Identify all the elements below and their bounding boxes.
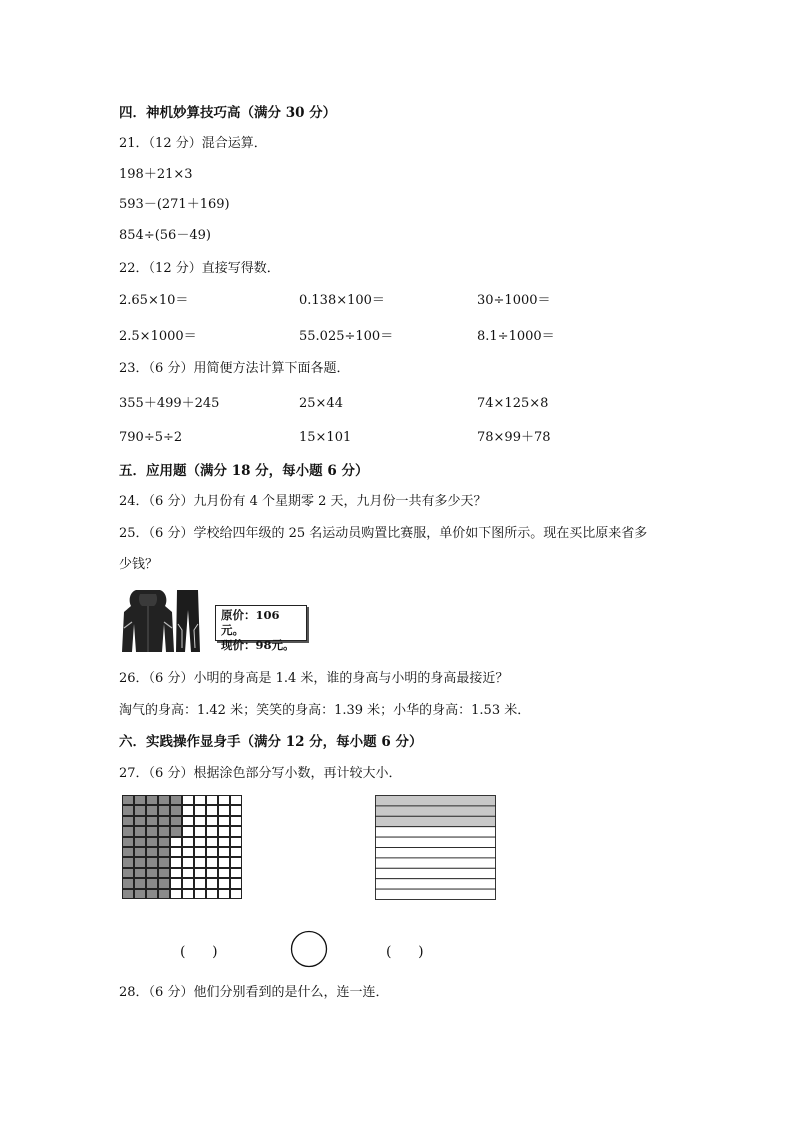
q21-item-1: 198＋21×3	[119, 167, 193, 182]
grid-cell	[122, 868, 134, 878]
grid-cell	[134, 889, 146, 899]
original-price: 原价：106元。	[221, 608, 280, 637]
grid-cell	[194, 857, 206, 867]
grid-cell	[182, 847, 194, 857]
grid-cell	[218, 857, 230, 867]
grid-cell	[170, 878, 182, 888]
strip	[376, 827, 496, 837]
grid-cell	[146, 857, 158, 867]
grid-cell	[170, 805, 182, 815]
grid-cell	[218, 805, 230, 815]
grid-cell	[194, 889, 206, 899]
grid-cell	[158, 826, 170, 836]
grid-cell	[122, 816, 134, 826]
grid-cell	[158, 857, 170, 867]
q22-r2-c1: 2.5×1000＝	[119, 329, 197, 344]
grid-cell	[218, 889, 230, 899]
q26-detail: 淘气的身高：1.42 米；笑笑的身高：1.39 米；小华的身高：1.53 米．	[119, 703, 531, 718]
grid-cell	[134, 847, 146, 857]
grid-cell	[230, 816, 242, 826]
grid-cell	[122, 826, 134, 836]
grid-cell	[146, 816, 158, 826]
section-5-title: 五．应用题（满分 18 分，每小题 6 分）	[119, 463, 369, 479]
grid-cell	[146, 795, 158, 805]
grid-cell	[194, 847, 206, 857]
grid-cell	[122, 805, 134, 815]
grid-cell	[134, 868, 146, 878]
strip	[376, 816, 496, 826]
grid-cell	[182, 878, 194, 888]
q26-prompt: 26．（6 分）小明的身高是 1.4 米，谁的身高与小明的身高最接近？	[119, 671, 509, 686]
q23-r1-c3: 74×125×8	[477, 396, 549, 411]
grid-cell	[158, 795, 170, 805]
grid-cell	[182, 837, 194, 847]
grid-cell	[146, 826, 158, 836]
strip	[376, 837, 496, 847]
grid-cell	[122, 878, 134, 888]
grid-cell	[206, 857, 218, 867]
grid-cell	[134, 857, 146, 867]
grid-cell	[170, 795, 182, 805]
grid-cell	[134, 795, 146, 805]
section-4-title: 四．神机妙算技巧高（满分 30 分）	[119, 105, 337, 121]
grid-cell	[158, 889, 170, 899]
grid-cell	[170, 868, 182, 878]
q21-item-2: 593－(271＋169)	[119, 197, 230, 212]
grid-cell	[194, 816, 206, 826]
q25-prompt-line2: 少钱？	[119, 557, 159, 572]
jacket-icon	[122, 590, 174, 652]
q22-prompt: 22．（12 分）直接写得数．	[119, 261, 280, 276]
grid-cell	[170, 889, 182, 899]
q22-r1-c2: 0.138×100＝	[299, 293, 385, 308]
current-price: 现价：98元。	[221, 638, 295, 652]
grid-cell	[170, 826, 182, 836]
strip	[376, 868, 496, 878]
grid-cell	[182, 857, 194, 867]
strip	[376, 848, 496, 858]
grid-cell	[206, 816, 218, 826]
q22-r2-c3: 8.1÷1000＝	[477, 329, 555, 344]
grid-cell	[170, 847, 182, 857]
strip	[376, 889, 496, 899]
grid-cell	[158, 847, 170, 857]
grid-cell	[194, 868, 206, 878]
tenths-strips	[375, 795, 497, 901]
grid-cell	[218, 816, 230, 826]
strip	[376, 879, 496, 889]
grid-cell	[134, 816, 146, 826]
q21-item-3: 854÷(56－49)	[119, 228, 211, 243]
q24-prompt: 24．（6 分）九月份有 4 个星期零 2 天，九月份一共有多少天？	[119, 494, 487, 509]
grid-cell	[146, 837, 158, 847]
grid-cell	[170, 857, 182, 867]
grid-cell	[230, 878, 242, 888]
grid-cell	[194, 878, 206, 888]
q23-r2-c2: 15×101	[299, 430, 352, 445]
grid-cell	[122, 889, 134, 899]
grid-cell	[182, 816, 194, 826]
grid-cell	[158, 878, 170, 888]
q25-prompt-line1: 25．（6 分）学校给四年级的 25 名运动员购置比赛服，单价如下图所示。现在买比原来省多	[119, 526, 648, 541]
price-box	[215, 605, 307, 652]
grid-cell	[218, 868, 230, 878]
grid-cell	[134, 826, 146, 836]
grid-cell	[182, 795, 194, 805]
grid-cell	[134, 837, 146, 847]
grid-cell	[182, 805, 194, 815]
grid-cell	[206, 826, 218, 836]
grid-cell	[206, 837, 218, 847]
grid-cell	[146, 805, 158, 815]
grid-cell	[230, 857, 242, 867]
grid-cell	[182, 889, 194, 899]
grid-cell	[134, 805, 146, 815]
answer-paren-right[interactable]: ( )	[386, 944, 424, 960]
grid-cell	[122, 795, 134, 805]
hundred-grid	[122, 795, 242, 899]
q23-r1-c2: 25×44	[299, 396, 343, 411]
grid-cell	[206, 847, 218, 857]
compare-circle[interactable]	[290, 930, 328, 968]
grid-cell	[218, 837, 230, 847]
grid-cell	[182, 826, 194, 836]
grid-cell	[146, 868, 158, 878]
q22-r2-c2: 55.025÷100＝	[299, 329, 394, 344]
q22-r1-c3: 30÷1000＝	[477, 293, 551, 308]
grid-cell	[158, 805, 170, 815]
sportswear-image	[122, 588, 212, 656]
q28-prompt: 28．（6 分）他们分别看到的是什么，连一连．	[119, 985, 389, 1000]
q27-prompt: 27．（6 分）根据涂色部分写小数，再计较大小．	[119, 766, 402, 781]
q23-prompt: 23．（6 分）用简便方法计算下面各题．	[119, 361, 350, 376]
grid-cell	[230, 805, 242, 815]
grid-cell	[230, 795, 242, 805]
grid-cell	[194, 837, 206, 847]
grid-cell	[194, 826, 206, 836]
grid-cell	[206, 868, 218, 878]
grid-cell	[230, 847, 242, 857]
grid-cell	[146, 847, 158, 857]
strip	[376, 806, 496, 816]
grid-cell	[218, 826, 230, 836]
grid-cell	[206, 889, 218, 899]
q22-r1-c1: 2.65×10＝	[119, 293, 189, 308]
grid-cell	[194, 795, 206, 805]
strip	[376, 796, 496, 806]
answer-paren-left[interactable]: ( )	[180, 944, 218, 960]
grid-cell	[230, 889, 242, 899]
grid-cell	[170, 816, 182, 826]
grid-cell	[218, 795, 230, 805]
grid-cell	[230, 826, 242, 836]
grid-cell	[158, 816, 170, 826]
grid-cell	[122, 837, 134, 847]
grid-cell	[170, 837, 182, 847]
strip	[376, 858, 496, 868]
grid-cell	[146, 889, 158, 899]
grid-cell	[146, 878, 158, 888]
grid-cell	[158, 837, 170, 847]
grid-cell	[218, 878, 230, 888]
section-6-title: 六．实践操作显身手（满分 12 分，每小题 6 分）	[119, 734, 423, 750]
q21-prompt: 21．（12 分）混合运算．	[119, 136, 267, 151]
grid-cell	[134, 878, 146, 888]
grid-cell	[230, 837, 242, 847]
grid-cell	[206, 805, 218, 815]
grid-cell	[206, 878, 218, 888]
grid-cell	[122, 847, 134, 857]
grid-cell	[182, 868, 194, 878]
q23-r2-c3: 78×99＋78	[477, 430, 551, 445]
grid-cell	[218, 847, 230, 857]
grid-cell	[194, 805, 206, 815]
grid-cell	[122, 857, 134, 867]
grid-cell	[206, 795, 218, 805]
grid-cell	[158, 868, 170, 878]
pants-icon	[176, 590, 200, 652]
q23-r1-c1: 355＋499＋245	[119, 396, 220, 411]
q23-r2-c1: 790÷5÷2	[119, 430, 183, 445]
grid-cell	[230, 868, 242, 878]
